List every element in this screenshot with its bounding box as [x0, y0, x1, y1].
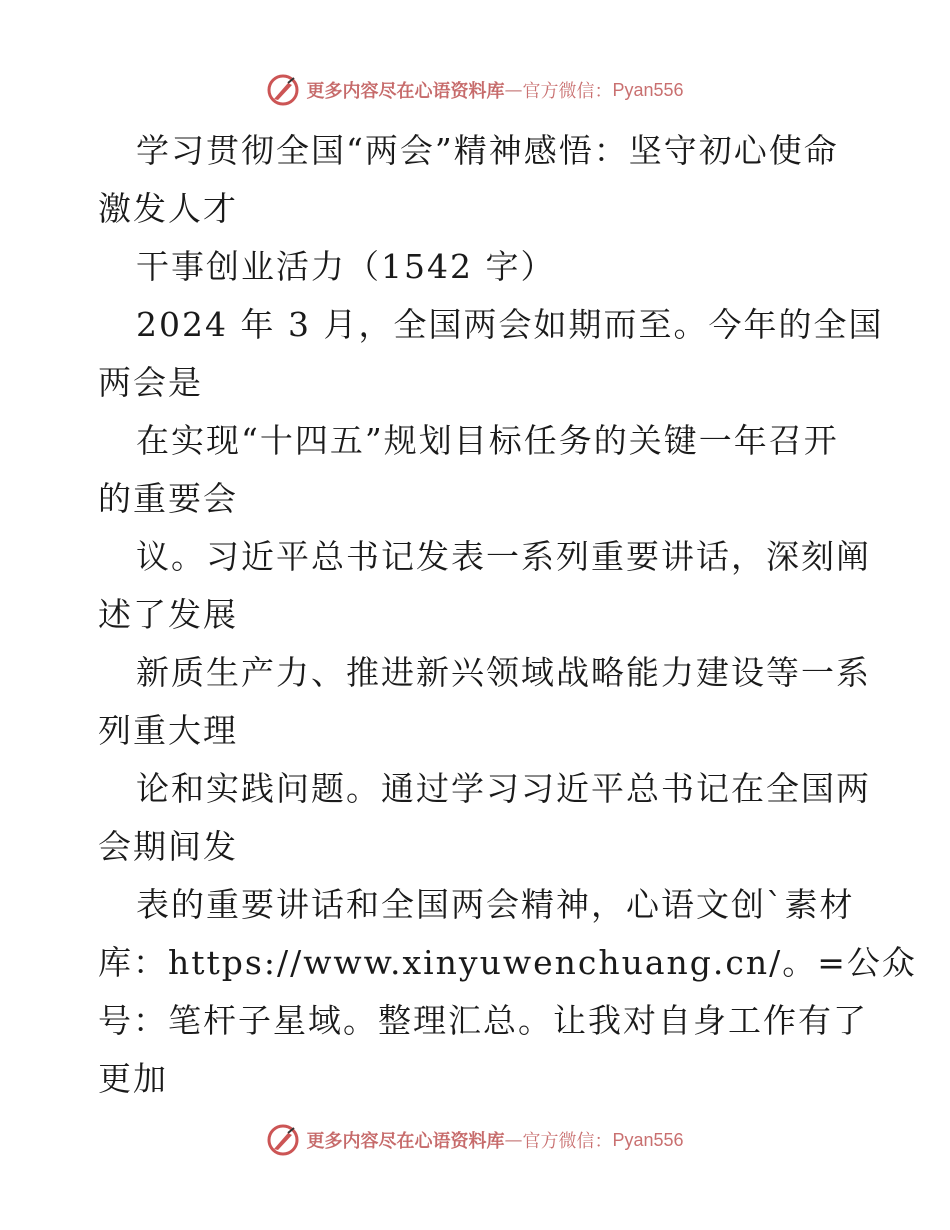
header-watermark [0, 70, 950, 110]
watermark-title: 更多内容尽在心语资料库 [306, 1131, 505, 1152]
watermark-separator: — [504, 1129, 523, 1151]
text-line: 列重大理 [98, 711, 238, 750]
text-line: 号：笔杆子星域。整理汇总。让我对自身工作有了 [98, 1001, 868, 1040]
title-line-2: 激发人才 [98, 189, 238, 228]
text-line: 的重要会 [98, 479, 238, 518]
watermark-wechat-label: 官方微信： [522, 1131, 613, 1152]
watermark-title: 更多内容尽在心语资料库 [306, 81, 505, 102]
text-line: 表的重要讲话和全国两会精神，心语文创`素材 [136, 885, 855, 924]
text-line: 会期间发 [98, 827, 238, 866]
text-line: 2024 年 3 月，全国两会如期而至。今年的全国 [136, 305, 884, 344]
text-line: 库：https://www.xinyuwenchuang.cn/。=公众 [98, 943, 917, 982]
footer-watermark [0, 1120, 950, 1160]
text-line: 两会是 [98, 363, 203, 402]
quill-logo-icon [266, 1123, 300, 1157]
text-line: 在实现“十四五”规划目标任务的关键一年召开 [136, 421, 839, 460]
watermark-wechat-id: Pyan556 [612, 1129, 684, 1150]
watermark-wechat-id: Pyan556 [612, 79, 684, 100]
title-line-1: 学习贯彻全国“两会”精神感悟：坚守初心使命 [136, 131, 839, 170]
title-line-3: 干事创业活力（1542 字） [136, 247, 556, 286]
document-body [98, 122, 917, 1108]
watermark-separator: — [504, 79, 523, 101]
text-line: 论和实践问题。通过学习习近平总书记在全国两 [136, 769, 871, 808]
text-line: 议。习近平总书记发表一系列重要讲话，深刻阐 [136, 537, 871, 576]
watermark-wechat-label: 官方微信： [522, 81, 613, 102]
quill-logo-icon [266, 73, 300, 107]
text-line: 更加 [98, 1059, 168, 1098]
text-line: 述了发展 [98, 595, 238, 634]
text-line: 新质生产力、推进新兴领域战略能力建设等一系 [136, 653, 871, 692]
